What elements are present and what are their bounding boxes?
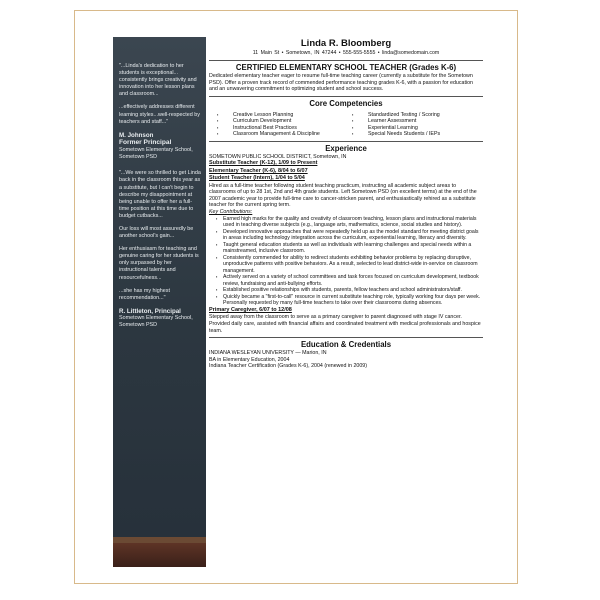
job-title: Primary Caregiver, 6/07 to 12/08 — [209, 306, 292, 313]
summary-paragraph: Dedicated elementary teacher eager to resume full-time teaching career (currently a substitute for the Sometown PSD). Offer a proven track record of commended performance teaching grades K-6, with a passion for education and an unwavering commitment to optimizing student and school success. — [209, 73, 473, 93]
job-title: Elementary Teacher (K-6), 8/04 to 6/07 — [209, 167, 308, 174]
contribution-item: ▪ Earned high marks for the quality and creativity of classroom teaching, lesson plans and instructional materials used in teaching diverse subjects (e.g., language arts, mathematics, science, social studies and history). — [216, 216, 483, 229]
competency-item: ▪ Learner Assessment — [352, 118, 440, 125]
reference-location: Sometown Elementary School, Sometown PSD — [119, 315, 193, 329]
contributions-list — [209, 216, 483, 307]
testimonials-sidebar — [113, 37, 206, 567]
testimonial-quote: "...We were so thrilled to get Linda back in the classroom this year as a substitute, but I can't begin to describe my disappointment at being unable to offer her a full-time position at this time due to budget cutbacks... — [119, 170, 201, 219]
reference-name: R. Littleton, Principal — [119, 307, 181, 315]
contribution-item: ▪ Quickly became a "first-to-call" resource in current substitute teaching role, typically working four days per week. Personally requested by many full-time teachers to take over their classrooms during absences. — [216, 294, 483, 307]
testimonial-quote: Our loss will most assuredly be another school's gain... — [119, 226, 194, 240]
resume-title: CERTIFIED ELEMENTARY SCHOOL TEACHER (Grades K-6) — [235, 63, 457, 72]
job-description: Stepped away from the classroom to serve as a primary caregiver to parent diagnosed with stage IV cancer. Provided daily care, assisted with financial affairs and coordinated treatment with medical professionals and hospice team. — [209, 314, 481, 334]
contact-line: 11 Main St • Sometown, IN 47244 • 555-555-5555 • linda@somedomain.com — [252, 50, 440, 56]
contribution-item: ▪ Consistently commended for ability to redirect students exhibiting behavior problems by replacing disruptive, unproductive patterns with positive behaviors. As a result, selected to lead district-wide in-service on classroom management. — [216, 255, 483, 275]
divider — [209, 60, 483, 61]
contribution-item: ▪ Actively served on a variety of school committees and task forces focused on curriculum development, textbook review, fundraising and anti-bullying efforts. — [216, 274, 483, 287]
competency-item: ▪ Creative Lesson Planning — [217, 112, 352, 119]
job-title: Substitute Teacher (K-12), 1/09 to Present — [209, 160, 318, 167]
divider — [209, 96, 483, 97]
candidate-name: Linda R. Bloomberg — [300, 38, 392, 49]
divider — [209, 337, 483, 338]
section-heading: Core Competencies — [309, 98, 383, 108]
testimonial-quote: Her enthusiasm for teaching and genuine caring for her students is only surpassed by her instructional talents and resourcefulness... — [119, 246, 199, 281]
job-title: Student Teacher (Intern), 1/04 to 5/04 — [209, 175, 305, 182]
competency-item: ▪ Standardized Testing / Scoring — [352, 112, 440, 119]
chalkboard-base — [113, 543, 206, 567]
employer: SOMETOWN PUBLIC SCHOOL DISTRICT, Sometown, IN — [209, 153, 347, 160]
competency-item: ▪ Special Needs Students / IEPs — [352, 131, 440, 138]
degree: BA in Elementary Education, 2004 — [209, 356, 290, 363]
certification: Indiana Teacher Certification (Grades K-6), 2004 (renewed in 2009) — [209, 363, 368, 370]
reference-name: M. Johnson — [119, 131, 154, 139]
job-description: Hired as a full-time teacher following student teaching practicum, instructing all academic subject areas to classrooms of up to 28 1st, 2nd and 4th grade students. Left Sometown PSD (on excellent terms) at the end of the 2007 academic year to provide full-time care to cancer-stricken parent, and enthusiastically rehired as a substitute teacher for the current spring term. — [209, 182, 477, 209]
reference-location: Sometown Elementary School, Sometown PSD — [119, 147, 193, 161]
contribution-item: ▪ Developed innovative approaches that were repeatedly held up as the model standard for meeting district goals in areas including technology integration across the curriculum, experiential learning, literacy and diversity. — [216, 229, 483, 242]
testimonial-quote: "...Linda's dedication to her students is exceptional... consistently brings creativity and innovation into her lesson plans and classroom... — [119, 63, 197, 98]
testimonial-quote: ...she has my highest recommendation..." — [119, 287, 170, 301]
school: INDIANA WESLEYAN UNIVERSITY — Marion, IN — [209, 350, 327, 357]
divider — [209, 141, 483, 142]
competency-item: ▪ Experiential Learning — [352, 125, 440, 132]
resume-body — [209, 38, 483, 370]
competency-item: ▪ Curriculum Development — [217, 118, 352, 125]
competency-item: ▪ Instructional Best Practices — [217, 125, 352, 132]
contribution-item: ▪ Taught general education students as well as individuals with learning challenges and special needs within a mainstreamed, inclusive classroom. — [216, 242, 483, 255]
contribution-item: ▪ Established positive relationships with students, parents, fellow teachers and school administrators/staff. — [216, 287, 483, 294]
competencies-list — [217, 112, 483, 138]
contributions-label: Key Contributions: — [209, 208, 253, 215]
reference-title: Former Principal — [119, 139, 172, 147]
section-heading: Education & Credentials — [300, 340, 392, 350]
section-heading: Experience — [325, 143, 367, 153]
testimonial-quote: ...effectively addresses different learning styles...well-respected by teachers and staff..." — [119, 104, 200, 125]
competency-item: ▪ Classroom Management & Discipline — [217, 131, 352, 138]
